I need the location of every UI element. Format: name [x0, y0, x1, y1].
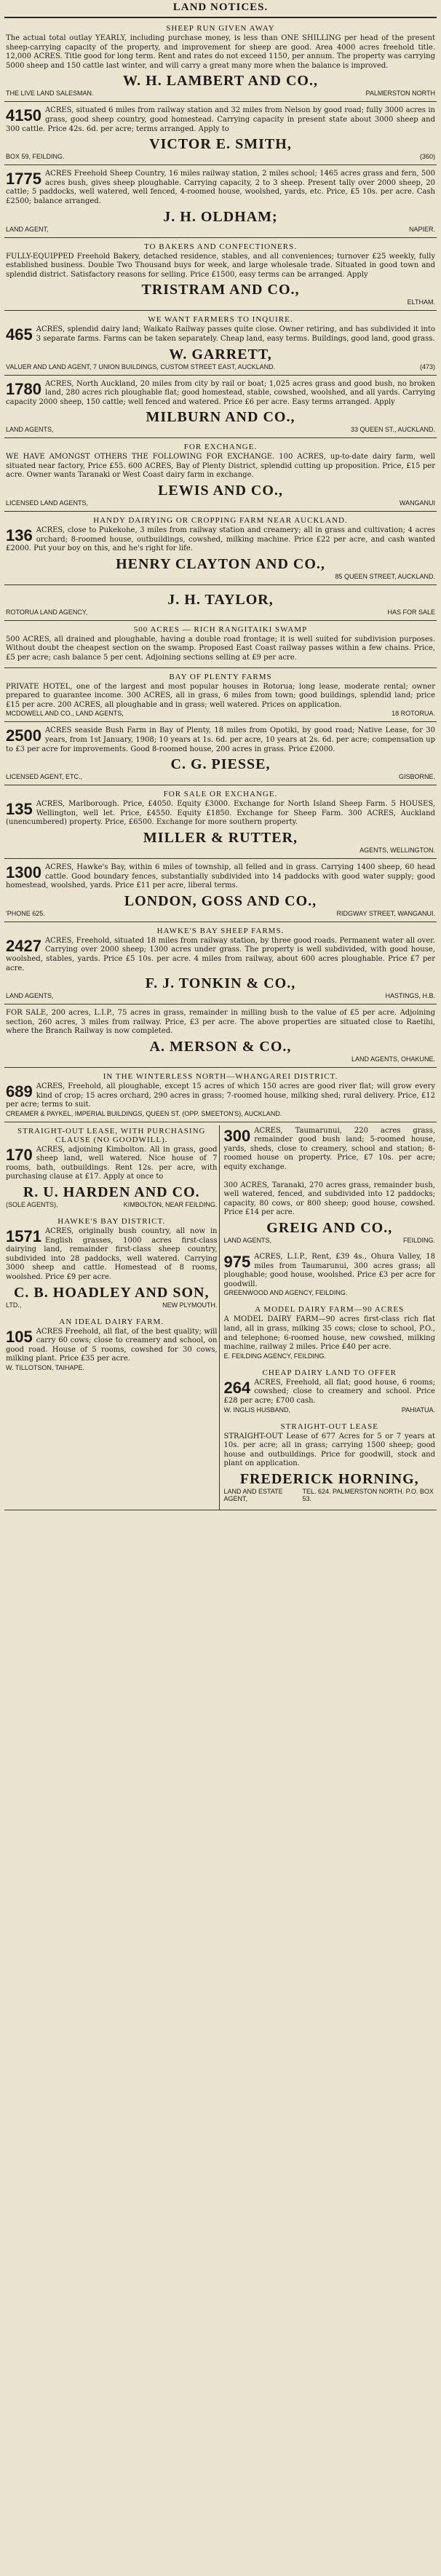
ad-acreage: 1775	[6, 170, 41, 189]
ad-acreage: 1780	[6, 379, 41, 398]
ad-heading: STRAIGHT-OUT LEASE	[280, 1422, 378, 1431]
agent-address	[6, 573, 435, 580]
classified-ad	[4, 725, 437, 785]
ad-acreage: 170	[6, 1145, 33, 1164]
ad-acreage: 1571	[6, 1227, 41, 1246]
agent-address	[224, 1352, 436, 1360]
agent-name: C. B. HOADLEY AND SON,	[13, 1284, 210, 1301]
ad-heading: AN IDEAL DAIRY FARM.	[59, 1317, 164, 1326]
agent-address-left: ROTORUA LAND AGENCY,	[6, 608, 88, 616]
ad-heading: IN THE WINTERLESS NORTH—WHANGAREI DISTRICT.	[103, 1071, 338, 1081]
ad-body	[6, 34, 435, 71]
agent-address	[6, 363, 435, 370]
ad-body	[224, 1253, 436, 1289]
ad-text: ACRES, splendid dairy land; Waikato Railway passes quite close. Owner retiring, and has subdivided it into 3 separate farms. Farms can be taken separately. Cheap land, easy terms. Buildings, good land, good grass.	[36, 325, 435, 343]
ad-acreage: 105	[6, 1327, 33, 1346]
agent-address-right: AGENTS, WELLINGTON.	[359, 846, 435, 854]
agent-address	[6, 910, 435, 917]
ad-heading: FOR SALE OR EXCHANGE.	[163, 790, 278, 799]
ad-acreage: 264	[223, 1378, 251, 1397]
agent-name: A. MERSON & CO.,	[149, 1038, 292, 1055]
ad-body	[6, 170, 435, 206]
ad-text: ACRES, originally bush country, all now in English grasses, 1000 acres first-class dairying land, remainder first-class sheep country, subdivided into 28 paddocks, well watered. Carrying 3000 sheep and cattle. Homestead of 8 rooms, woolshed. Price £9 per acre.	[6, 1227, 218, 1282]
agent-address-right: RIDGWAY STREET, WANGANUI.	[336, 909, 435, 917]
agent-address-right: GISBORNE.	[398, 773, 435, 781]
ad-body	[6, 863, 435, 891]
ad-text: ACRES, Hawke's Bay, within 6 miles of township, all felled and in grass. Carrying 1400 sheep, 60 head cattle. Good boundary fences, substantially subdivided into 14 paddocks with good water supply; good homestead, woolshed, yards. Price £11 per acre, liberal terms.	[6, 863, 435, 890]
agent-address-left: 'PHONE 625.	[6, 909, 45, 917]
newspaper-page	[4, 0, 437, 1510]
ad-body	[6, 1146, 218, 1182]
agent-address-left: (SOLE AGENTS),	[6, 1201, 58, 1209]
ad-text: ACRES, Freehold, all ploughable, except 15 acres of which 150 acres are good river flat; will grow every kind of crop; 15 acres orchard, 290 acres in grass; 7-roomed house, milking shed; rural delivery. Price, £12 per acre; terms to suit.	[6, 1082, 435, 1109]
ad-acreage: 1300	[6, 863, 41, 881]
classified-ad	[4, 925, 437, 1004]
agent-address-left: LAND AGENTS,	[6, 992, 54, 1000]
agent-address	[6, 499, 435, 507]
agent-address	[6, 1110, 435, 1117]
agent-address	[6, 773, 435, 780]
ad-text: FOR SALE, 200 acres, L.I.P., 75 acres in grass, remainder in milling bush to the value of £5 per acre. Adjoining section, 260 acres, 3 miles from railway. Price, £3 per acre. The above properties are situated close to Raetihi, where the Branch Railway is now completed.	[6, 1009, 435, 1036]
classified-ad	[4, 1216, 219, 1313]
ad-acreage: 4150	[6, 106, 41, 125]
agent-name: TRISTRAM AND CO.,	[141, 282, 300, 298]
classified-ad	[223, 1421, 437, 1507]
agent-address	[224, 1237, 436, 1244]
agent-name: F. J. TONKIN & CO.,	[145, 975, 296, 992]
agent-address-left: CREAMER & PAYKEL, IMPERIAL BUILDINGS, QUEEN ST. (OPP. SMEETON'S), AUCKLAND.	[6, 1109, 282, 1117]
classified-ad	[4, 515, 437, 585]
agent-name: HENRY CLAYTON AND CO.,	[116, 555, 325, 572]
ad-body	[224, 1379, 436, 1406]
agent-address	[6, 426, 435, 433]
ads-column	[4, 23, 437, 1122]
ad-body	[224, 1432, 436, 1469]
ad-acreage: 300	[223, 1126, 251, 1145]
agent-address-right: 33 QUEEN ST., AUCKLAND.	[350, 426, 435, 434]
classified-ad	[223, 1125, 437, 1177]
agent-address-right: PALMERSTON NORTH	[365, 90, 435, 98]
agent-address	[224, 1406, 436, 1414]
ad-text: ACRES, Freehold, situated 18 miles from railway station, by three good roads. Permanent water all over. Carrying over 2000 sheep; 1300 acres under grass. The property is well subdivided, with good house, woolshed, stables, yards. Price £5 10s. per acre. 4 miles from railway, about 600 acres ploughable. Price £7 per acre.	[6, 936, 435, 972]
agent-address-left: W. INGLIS HUSBAND,	[223, 1406, 291, 1414]
agent-address-left: VALUER AND LAND AGENT, 7 UNION BUILDINGS, CUSTOM STREET EAST, AUCKLAND.	[6, 362, 276, 370]
ad-body	[6, 726, 435, 754]
ad-body	[6, 1082, 435, 1110]
classified-ad	[4, 314, 437, 375]
agent-address-right: FEILDING.	[402, 1237, 435, 1245]
classified-ad	[4, 1071, 437, 1122]
ad-heading: HAWKE'S BAY DISTRICT.	[57, 1217, 166, 1226]
ad-text: ACRES, L.I.P., Rent, £39 4s., Ohura Valley, 18 miles from Taumarunui, 300 acres grass; all ploughable; good house, woolshed. Price £3 per acre for goodwill.	[223, 1253, 435, 1288]
classified-ad	[4, 588, 437, 621]
classified-ad	[4, 624, 437, 668]
agent-address	[6, 226, 435, 233]
ad-acreage: 2500	[6, 726, 41, 745]
classified-ad	[223, 1367, 437, 1418]
ad-body	[6, 1227, 218, 1283]
agent-address-right: (360)	[419, 153, 435, 161]
classified-ad	[223, 1180, 437, 1248]
ad-body	[6, 1328, 218, 1364]
ad-body	[6, 253, 435, 280]
agent-name: W. H. LAMBERT AND CO.,	[122, 73, 318, 90]
ad-text: ACRES, North Auckland, 20 miles from city by rail or boat; 1,025 acres grass and good bush, no broken land, 280 acres rich ploughable flat; good homestead, stable, cowshed, woolshed, and all yards. Carrying capacity 2000 sheep, 150 cattle; well fenced and watered. Price £6 per acre. Easy terms arranged. Apply	[6, 379, 435, 406]
agent-address-left: LTD.,	[6, 1301, 22, 1309]
ad-heading: STRAIGHT-OUT LEASE, WITH PURCHASING CLAUSE (NO GOODWILL).	[17, 1126, 206, 1144]
classified-ad	[4, 241, 437, 312]
agent-name: W. GARRETT,	[169, 346, 272, 362]
ad-body	[6, 683, 435, 710]
agent-address-right: HAS FOR SALE	[387, 608, 435, 616]
classified-ad	[4, 1007, 437, 1068]
ad-body	[6, 106, 435, 134]
agent-address-right: ELTHAM.	[407, 298, 435, 306]
ad-body	[224, 1181, 436, 1218]
ad-acreage: 465	[6, 325, 33, 344]
ad-body	[6, 1009, 435, 1037]
agent-address-right: KIMBOLTON, NEAR FEILDING.	[123, 1201, 218, 1209]
ad-acreage: 975	[223, 1253, 251, 1272]
agent-address	[6, 609, 435, 616]
ad-body	[6, 635, 435, 663]
ad-body	[6, 800, 435, 828]
agent-name: LONDON, GOSS AND CO.,	[124, 892, 317, 909]
ad-heading: FOR EXCHANGE.	[183, 443, 258, 452]
agent-name: VICTOR E. SMITH,	[149, 136, 292, 153]
ad-heading: HANDY DAIRYING OR CROPPING FARM NEAR AUCKLAND.	[93, 516, 348, 526]
agent-address	[224, 1289, 436, 1296]
agent-address	[6, 298, 435, 306]
ad-heading: SHEEP RUN GIVEN AWAY	[166, 24, 275, 33]
ad-text: ACRES, Marlborough. Price, £4050. Equity £3000. Exchange for North Island Sheep Farm. 5 HOUSES, Wellington, well let. Price, £4550. Equity £1850. Exchange for Sheep Farm. 300 ACRES, Auckland (unencumbered) property. Price, £6500. Exchange for more southern property.	[6, 800, 435, 827]
ad-acreage: 136	[6, 526, 33, 545]
agent-address	[224, 1488, 436, 1502]
ad-body	[6, 453, 435, 480]
ad-text: PRIVATE HOTEL, one of the largest and most popular houses in Rotorua; long lease, moderate rental; owner prepared to guarantee income. 300 ACRES, all in grass, 6 miles from town; good buildings, splendid land; price £15 per acre. 200 ACRES, all ploughable and in grass; well watered. Prices on application.	[6, 682, 435, 709]
agent-name: LEWIS AND CO.,	[158, 483, 283, 499]
ad-acreage: 689	[6, 1082, 33, 1101]
classified-ad	[4, 441, 437, 512]
classified-ad	[4, 788, 437, 859]
agent-address	[6, 1055, 435, 1063]
ad-text: ACRES, close to Pukekohe, 3 miles from railway station and creamery; all in grass and cultivation; 4 acres orchard; 8-roomed house, outbuildings, cowshed, milking machine. Price £22 per acre, and cash wanted £2000. Put your boy on this, and he's right for life.	[6, 526, 435, 553]
ad-text: ACRES, adjoining Kimbolton. All in grass, good sheep land, well watered. Nice house of 7 rooms, bath, outbuildings. Rent 12s. per acre, with purchasing clause at £17. Apply at once to	[6, 1145, 218, 1181]
ad-text: ACRES Freehold Sheep Country, 16 miles railway station, 2 miles school; 1465 acres grass and fern, 500 acres bush, gives sheep ploughable. Carrying capacity, 2 to 3 sheep. Present tally over 2000 sheep, 20 cattle; 5 paddocks, well watered, well fenced, 4-roomed house, woolshed, yards, etc. Price, £5 10s. per acre. Cash £2500; balance arranged.	[6, 170, 435, 205]
classified-ad	[4, 862, 437, 922]
agent-address-left: GREENWOOD AND AGENCY, FEILDING.	[223, 1289, 348, 1297]
ad-heading: HAWKE'S BAY SHEEP FARMS.	[156, 926, 285, 935]
agent-address-right: NAPIER.	[408, 225, 435, 233]
ad-text: STRAIGHT-OUT Lease of 677 Acres for 5 or 7 years at 10s. per acre; all in grass; carrying 1500 sheep; good house and outbuildings. Price for goodwill, stock and plant on application.	[223, 1432, 435, 1468]
agent-name: R. U. HARDEN AND CO.	[23, 1184, 200, 1201]
ad-text: ACRES, Taumarunui, 220 acres grass, remainder good bush land; 5-roomed house, yards, sheds, close to creamery, school and station; 8-roomed house on property. Price, £7 10s. per acre; equity exchange.	[223, 1126, 435, 1172]
ad-text: The actual total outlay YEARLY, including purchase money, is less than ONE SHILLING per head of the present sheep-carrying capacity of the property, and improvement for sheep are good. Area 4000 acres freehold title. 12,000 ACRES. Title good for long term. Rent and rates do not exceed 1150, per annum. The property was carrying 5000 sheep and 150 cattle last winter, and will carry a great many more when the balance is improved.	[6, 34, 435, 70]
agent-address-right: PAHIATUA.	[401, 1406, 435, 1414]
agent-address-left: E. FEILDING AGENCY, FEILDING.	[223, 1352, 326, 1360]
agent-address-left: LAND AGENTS,	[6, 426, 54, 434]
agent-address-left: MCDOWELL AND CO., LAND AGENTS,	[6, 710, 124, 718]
agent-address	[6, 847, 435, 854]
ad-text: ACRES, situated 6 miles from railway station and 32 miles from Nelson by good road; fully 3000 acres in grass, good sheep country, good homestead. Carrying capacity in present state about 3000 sheep and 300 cattle. Price 42s. 6d. per acre; terms arranged. Apply to	[6, 106, 435, 133]
ad-body	[6, 526, 435, 554]
agent-address	[6, 90, 435, 97]
ad-text: 300 ACRES, Taranaki, 270 acres grass, remainder bush, well watered, fenced, and subdivided into 12 paddocks; capacity, 80 cows, or 800 sheep; good house, cowshed. Price £14 per acre.	[223, 1181, 435, 1217]
ad-text: WE HAVE AMONGST OTHERS THE FOLLOWING FOR EXCHANGE. 100 ACRES, up-to-date dairy farm, well situated near factory, Price £55. 600 ACRES, Bay of Plenty District, splendid cutting up proposition. Price, £15 per acre. Owner wants Taranaki or West Coast dairy farm in exchange.	[6, 453, 435, 480]
agent-name: MILLER & RUTTER,	[143, 829, 298, 846]
ad-text: ACRES seaside Bush Farm in Bay of Plenty, 18 miles from Opotiki, by good road; Native Lease, for 30 years, from 1st January, 1908; 10 years at 1s. 6d. per acre, 10 years at 2s. 6d. per acre; compensation up to £3 per acre for improvements. Good 8-roomed house, 200 acres in grass. Price £2000.	[6, 726, 435, 753]
bottom-left-column	[4, 1125, 219, 1510]
ad-body	[6, 325, 435, 344]
ad-acreage: 2427	[6, 936, 41, 955]
ad-heading: BAY OF PLENTY FARMS	[169, 672, 272, 681]
agent-address-left: LICENSED AGENT, ETC.,	[6, 773, 83, 781]
ad-body	[6, 380, 435, 408]
agent-address-right: HASTINGS, H.B.	[385, 992, 435, 1000]
agent-address-left: LICENSED LAND AGENTS,	[6, 499, 89, 507]
ad-heading: CHEAP DAIRY LAND TO OFFER	[262, 1368, 397, 1377]
ad-body	[6, 937, 435, 973]
agent-address-left: LAND AND ESTATE AGENT,	[223, 1487, 283, 1502]
agent-address-left: THE LIVE LAND SALESMAN.	[6, 90, 94, 98]
bottom-split	[4, 1125, 437, 1510]
agent-address-left: W. TILLOTSON, TAIHAPE.	[6, 1364, 85, 1371]
classified-ad	[4, 1316, 219, 1376]
agent-address-left: LAND AGENT,	[6, 225, 49, 233]
agent-address-right: 18 ROTORUA.	[392, 710, 435, 718]
classified-ad	[223, 1304, 437, 1363]
ad-heading: TO BAKERS AND CONFECTIONERS.	[144, 242, 297, 251]
ad-body	[224, 1315, 436, 1352]
agent-address	[6, 992, 435, 999]
ad-text: 500 ACRES, all drained and ploughable, having a double road frontage; it is well suited for subdivision purposes. Without doubt the cheapest section on the swamp. Proposed East Coast railway passes within a few chains. Price, £5 per acre; cash balance 5 per cent. Adjoining sections selling at £9 per acre.	[6, 635, 435, 662]
ad-heading: A MODEL DAIRY FARM—90 ACRES	[255, 1305, 405, 1315]
classified-ad	[4, 168, 437, 237]
agent-address	[6, 1201, 218, 1208]
agent-address-right: WANGANUI	[399, 499, 435, 507]
agent-name: C. G. PIESSE,	[170, 756, 271, 773]
agent-address	[6, 1301, 218, 1309]
ad-heading: 500 ACRES — RICH RANGITAIKI SWAMP	[133, 625, 308, 634]
ad-body	[224, 1127, 436, 1173]
bottom-right-column	[219, 1125, 437, 1510]
agent-name: FREDERICK HORNING,	[239, 1470, 419, 1487]
agent-address	[6, 710, 435, 717]
agent-name: GREIG AND CO.,	[266, 1220, 393, 1237]
agent-address-right: (473)	[419, 362, 435, 370]
ad-text: FULLY-EQUIPPED Freehold Bakery, detached residence, stables, and all conveniences; turnover £25 weekly, fully established business. Double Two Thousand buys for week, and large wholesale trade. Situated in good town and splendid district. Satisfactory reasons for selling. Price £1500, easy terms can be arranged. Apply	[6, 252, 435, 279]
agent-name: MILBURN AND CO.,	[146, 409, 295, 426]
agent-name: J. H. TAYLOR,	[167, 591, 274, 608]
agent-name: J. H. OLDHAM;	[163, 208, 278, 225]
agent-address-right: LAND AGENTS, OHAKUNE.	[351, 1055, 435, 1063]
page-title: LAND NOTICES.	[4, 0, 437, 18]
classified-ad	[4, 671, 437, 723]
classified-ad	[4, 379, 437, 439]
agent-address-left: LAND AGENTS,	[223, 1237, 272, 1245]
ad-heading: WE WANT FARMERS TO INQUIRE.	[148, 315, 293, 325]
ad-text: ACRES, Freehold, all flat; good house, 6 rooms; cowshed; close to creamery and school. Price £28 per acre; £700 cash.	[223, 1378, 435, 1405]
classified-ad	[4, 1125, 219, 1213]
agent-address-right: NEW PLYMOUTH.	[162, 1301, 218, 1309]
classified-ad	[223, 1251, 437, 1301]
classified-ad	[4, 105, 437, 165]
agent-address-left: BOX 59, FEILDING.	[6, 153, 65, 161]
ad-text: ACRES Freehold, all flat, of the best quality; will carry 60 cows; close to creamery and school, on good road. House of 5 rooms, cowshed for 30 cows, milking plant. Price £35 per acre.	[6, 1327, 218, 1363]
agent-address-right: 85 QUEEN STREET, AUCKLAND.	[335, 572, 435, 580]
classified-ad	[4, 23, 437, 102]
ad-acreage: 135	[6, 800, 33, 819]
ad-text: A MODEL DAIRY FARM—90 acres first-class rich flat land, all in grass, milking 35 cows; close to school, P.O., and telephone; 6-roomed house, new cowshed, milking machine, railway 2 miles. Price £40 per acre.	[223, 1315, 435, 1352]
agent-address-right: TEL. 624. PALMERSTON NORTH. P.O. BOX 53.	[302, 1487, 434, 1502]
agent-address	[6, 1364, 218, 1371]
agent-address	[6, 153, 435, 160]
